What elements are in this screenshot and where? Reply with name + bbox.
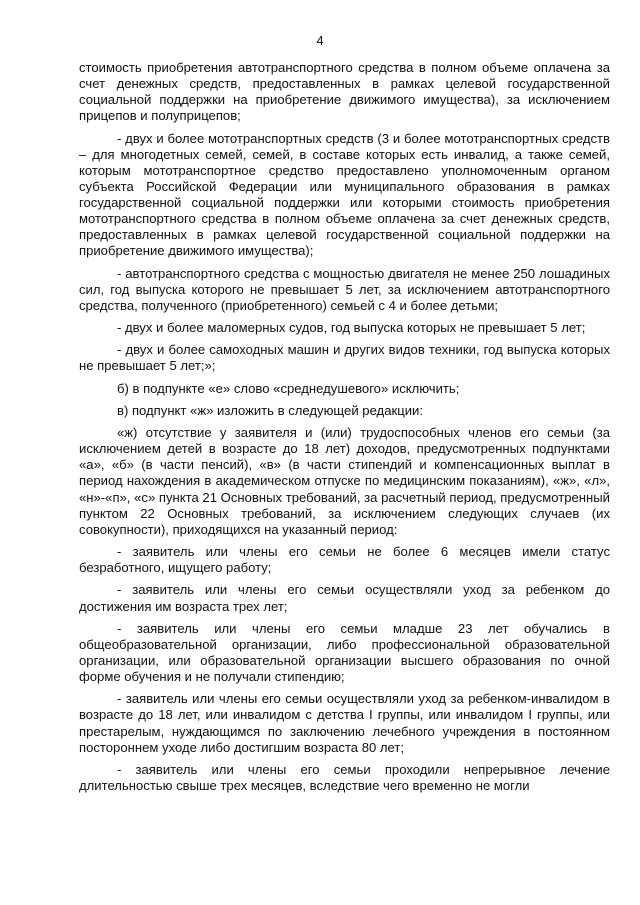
paragraph-subpoint-zh-intro: в) подпункт «ж» изложить в следующей редакции: [117, 402, 423, 418]
paragraph-education: - заявитель или члены его семьи младше 23 лет обучались в общеобразовательной организации, либо профессиональной образовательной организации, или образовательной организации высшего образования по очной форме обучения и не получали стипендию; [79, 620, 610, 685]
paragraph-engine-power: - автотранспортного средства с мощностью двигателя не менее 250 лошадиных сил, год выпуска которого не превышает 5 лет, за исключением автотранспортного средства, полученного (приобретенного) семьей с 4 и более детьми; [79, 265, 610, 313]
paragraph-subpoint-e: б) в подпункте «е» слово «среднедушевого» исключить; [117, 380, 460, 396]
paragraph-child-care: - заявитель или члены его семьи осуществляли уход за ребенком до достижения им возраста трех лет; [79, 582, 610, 614]
paragraph-subpoint-zh-text: «ж) отсутствие у заявителя и (или) трудоспособных членов его семьи (за исключением детей в возрасте до 18 лет) доходов, предусмотренных подпунктами «а», «б» (в части пенсий), «в» (в части стипендий и компенсационных выплат в период нахождения в академическом отпуске по медицинским показаниям), «ж», «л», «н»-«п», «с» пункта 21 Основных требований, за расчетный период, предусмотренный пунктом 22 Основных требований, за исключением следующих случаев (их совокупности), приходящихся на указанный период: [79, 425, 610, 537]
paragraph-unemployed-status: - заявитель или члены его семьи не более 6 месяцев имели статус безработного, ищущего работу; [79, 544, 610, 576]
paragraph-vehicle-cost-continuation: стоимость приобретения автотранспортного средства в полном объеме оплачена за счет денежных средств, предоставленных в рамках целевой государственной социальной поддержки на приобретение движимого имущества), за исключением прицепов и полуприцепов; [79, 60, 610, 124]
document-body [79, 60, 610, 800]
paragraph-disabled-care: - заявитель или члены его семьи осуществляли уход за ребенком-инвалидом в возрасте до 18 лет, или инвалидом с детства I группы, или инвалидом I группы, или престарелым, нуждающимся по заключению лечебного учреждения в постоянном постороннем уходе либо достигшим возраста 80 лет; [79, 691, 610, 755]
paragraph-motor-vehicles: - двух и более мототранспортных средств (3 и более мототранспортных средств – для многодетных семей, семей, в составе которых есть инвалид, а также семей, которым мототранспортное средство предоставлено уполномоченным органом субъекта Российской Федерации или муниципального образования в рамках государственной социальной поддержки или которыми стоимость приобретения мототранспортного средства в полном объеме оплачена за счет денежных средств, предоставленных в рамках целевой государственной социальной поддержки на приобретение движимого имущества); [79, 130, 610, 259]
paragraph-small-vessels: - двух и более маломерных судов, год выпуска которых не превышает 5 лет; [117, 319, 586, 335]
paragraph-medical-treatment: - заявитель или члены его семьи проходили непрерывное лечение длительностью свыше трех месяцев, вследствие чего временно не могли [79, 761, 610, 793]
paragraph-self-propelled-machines: - двух и более самоходных машин и других видов техники, год выпуска которых не превышает 5 лет;»; [79, 342, 610, 374]
page-number: 4 [316, 33, 324, 48]
